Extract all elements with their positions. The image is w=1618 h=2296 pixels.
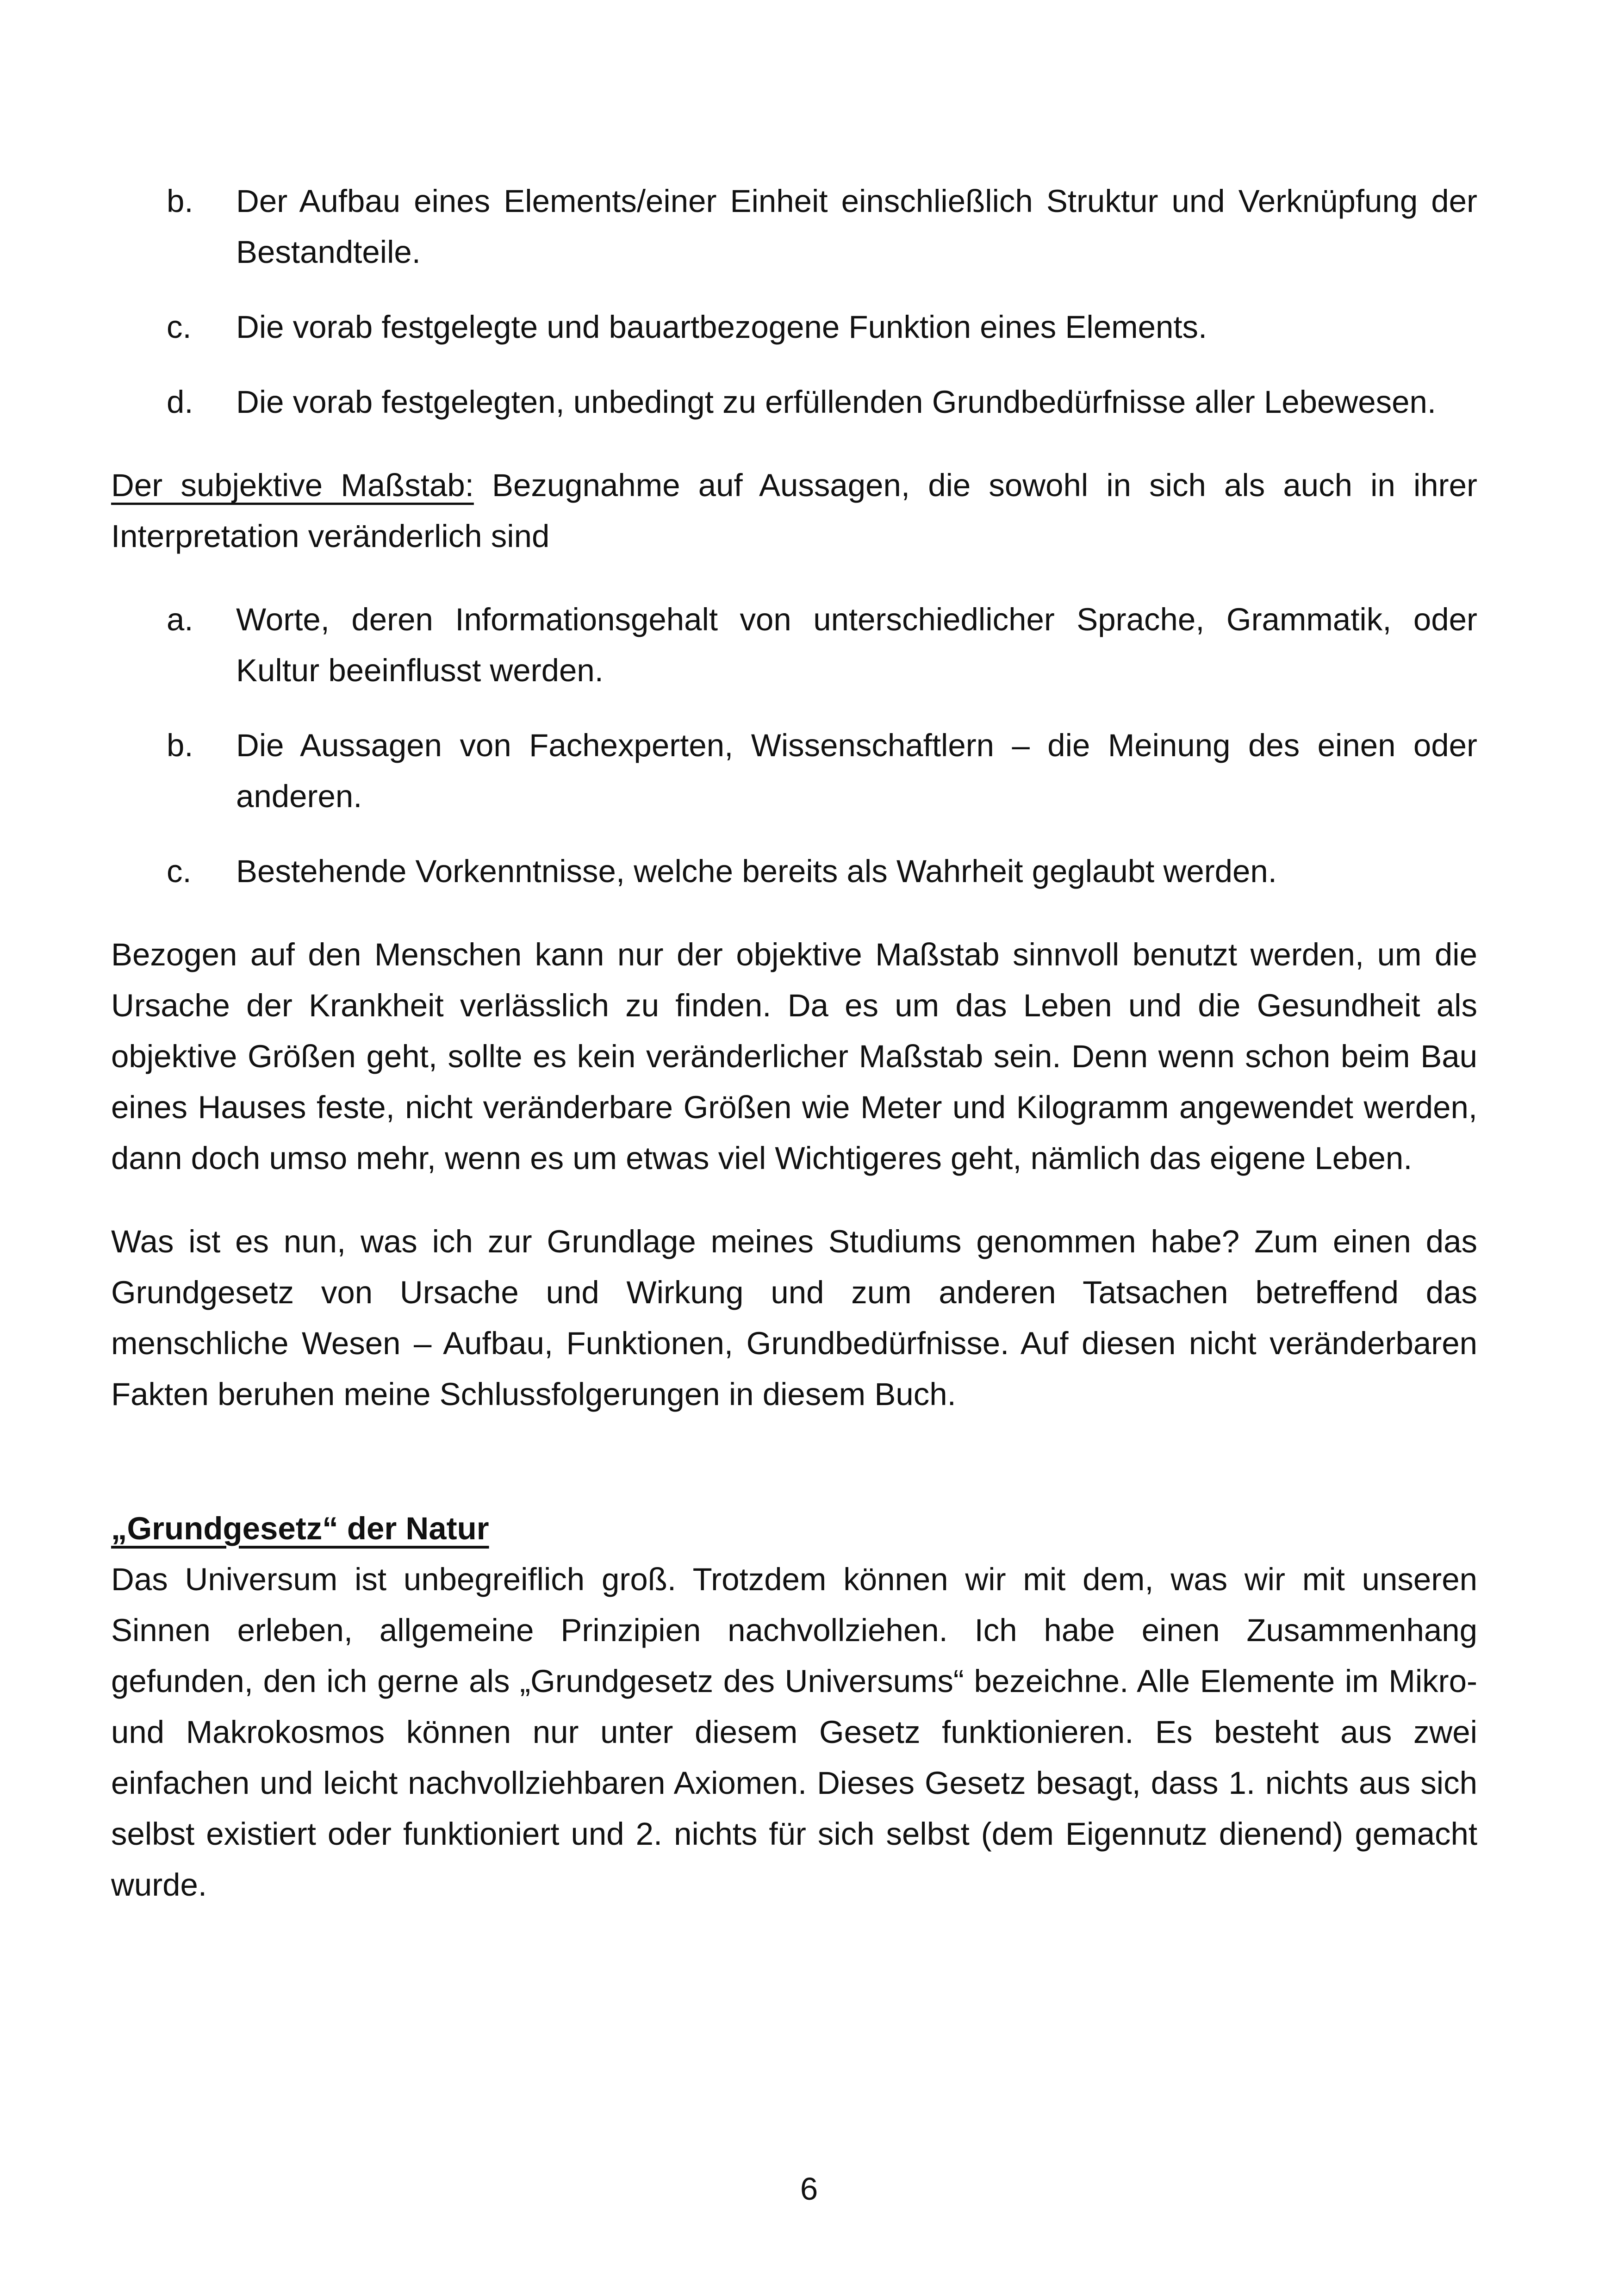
- section-heading: „Grundgesetz“ der Natur: [111, 1511, 489, 1546]
- subjective-text: Bezugnahme auf Aussagen, die sowohl in sich als auch in ihrer Interpretation veränderlich sind: [111, 467, 1477, 554]
- list-marker: b.: [167, 728, 193, 763]
- list-item-text: Die Aussagen von Fachexperten, Wissenschaftlern – die Meinung des einen oder anderen.: [236, 728, 1477, 814]
- list-item-text: Die vorab festgelegten, unbedingt zu erfüllenden Grundbedürfnisse aller Lebewesen.: [236, 384, 1437, 420]
- section-paragraph: Das Universum ist unbegreiflich groß. Trotzdem können wir mit dem, was wir mit unseren Sinnen erleben, allgemeine Prinzipien nachvollziehen. Ich habe einen Zusammenhang gefunden, den ich gerne als „Grundgesetz des Universums“ bezeichne. Alle Elemente im Mikro- und Makrokosmos können nur unter diesem Gesetz funktionieren. Es besteht aus zwei einfachen und leicht nachvollziehbaren Axiomen. Dieses Gesetz besagt, dass 1. nichts aus sich selbst existiert oder funktioniert und 2. nichts für sich selbst (dem Eigennutz dienend) gemacht wurde.: [111, 1562, 1477, 1903]
- list-item: [111, 720, 1477, 822]
- list-item-text: Bestehende Vorkenntnisse, welche bereits als Wahrheit geglaubt werden.: [236, 853, 1277, 889]
- list-marker: a.: [167, 602, 193, 637]
- list-marker: b.: [167, 183, 193, 219]
- criteria-list-objective: [111, 176, 1477, 428]
- paragraph: Bezogen auf den Menschen kann nur der objektive Maßstab sinnvoll benutzt werden, um die Ursache der Krankheit verlässlich zu finden. Da es um das Leben und die Gesundheit als objektive Größen geht, sollte es kein veränderlicher Maßstab sein. Denn wenn schon beim Bau eines Hauses feste, nicht veränderbare Größen wie Meter und Kilogramm angewendet werden, dann doch umso mehr, wenn es um etwas viel Wichtigeres geht, nämlich das eigene Leben.: [111, 937, 1477, 1176]
- list-marker: c.: [167, 309, 192, 345]
- list-marker: d.: [167, 384, 193, 420]
- subjective-label: Der subjektive Maßstab:: [111, 467, 474, 503]
- list-item-text: Die vorab festgelegte und bauartbezogene Funktion eines Elements.: [236, 309, 1207, 345]
- list-item: [111, 377, 1477, 428]
- list-item-text: Der Aufbau eines Elements/einer Einheit einschließlich Struktur und Verknüpfung der Bestandteile.: [236, 183, 1477, 270]
- criteria-list-subjective: [111, 594, 1477, 897]
- list-item-text: Worte, deren Informationsgehalt von unterschiedlicher Sprache, Grammatik, oder Kultur beeinflusst werden.: [236, 602, 1477, 688]
- subjective-definition: [111, 460, 1477, 562]
- list-item: [111, 176, 1477, 278]
- list-marker: c.: [167, 853, 192, 889]
- page-content: [111, 176, 1477, 1910]
- list-item: [111, 594, 1477, 696]
- paragraph: Was ist es nun, was ich zur Grundlage meines Studiums genommen habe? Zum einen das Grundgesetz von Ursache und Wirkung und zum anderen Tatsachen betreffend das menschliche Wesen – Aufbau, Funktionen, Grundbedürfnisse. Auf diesen nicht veränderbaren Fakten beruhen meine Schlussfolgerungen in diesem Buch.: [111, 1224, 1477, 1412]
- list-item: [111, 302, 1477, 353]
- list-item: [111, 846, 1477, 897]
- page-number: 6: [800, 2171, 818, 2207]
